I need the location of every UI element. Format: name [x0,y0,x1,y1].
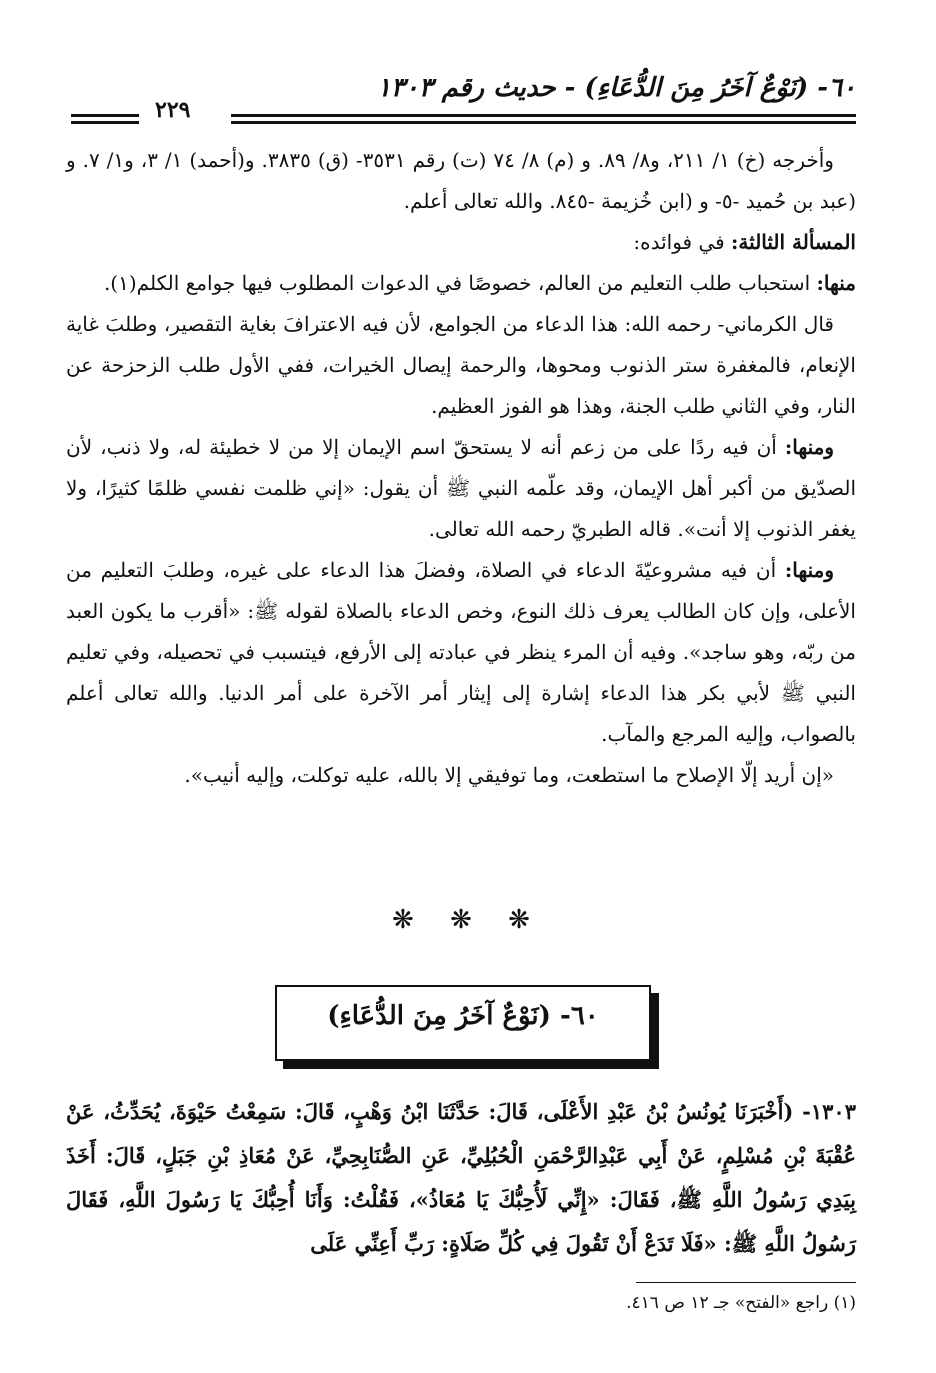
section-separator: ❋ ❋ ❋ [392,905,544,935]
header-rule-right-bottom [231,121,856,124]
section-title-box [275,985,651,1061]
paragraph-lead: المسألة الثالثة: [731,230,856,254]
section-title: ٦٠- (نَوْعٌ آخَرُ مِنَ الدُّعَاءِ) [327,1001,599,1031]
page-number: ٢٢٩ [155,97,191,123]
header-rule-right-top [231,114,856,117]
paragraph-closing-verse [66,755,856,796]
paragraph-text: «إن أريد إلّا الإصلاح ما استطعت، وما توفيقي إلا بالله، عليه توكلت، وإليه أنيب». [184,763,834,787]
paragraph-lead: ومنها: [784,435,834,459]
paragraph-lead: منها: [816,271,856,295]
running-header: ٦٠- (نَوْعٌ آخَرُ مِنَ الدُّعَاءِ) - حديث رقم ١٣٠٣ [376,73,856,103]
paragraph-text: وأخرجه (خ) ١/ ٢١١، و٨/ ٨٩. و (م) ٨/ ٧٤ (ت) رقم ٣٥٣١- (ق) ٣٨٣٥. و(أحمد) ١/ ٣، و١/ ٧. و (عبد بن حُميد -٥- و (ابن خُزيمة -٨٤٥. والله تعالى أعلم. [66,148,856,213]
paragraph-text: أن فيه ردًا على من زعم أنه لا يستحقّ اسم الإيمان إلا من لا خطيئة له، ولا ذنب، لأن الصدّيق من أكبر أهل الإيمان، وقد علّمه النبي ﷺ أن يقول: «إني ظلمت نفسي ظلمًا كثيرًا، ولا يغفر الذنوب إلا أنت». قاله الطبريّ رحمه الله تعالى. [66,435,856,541]
paragraph-third-issue [66,222,856,263]
paragraph-takhrij [66,140,856,222]
hadith-text: ١٣٠٣- (أَخْبَرَنَا يُونُسُ بْنُ عَبْدِ الأَعْلَى، قَالَ: حَدَّثَنَا ابْنُ وَهْبٍ، قَالَ: سَمِعْتُ حَيْوَةَ، يُحَدِّثُ، عَنْ عُقْبَةَ بْنِ مُسْلِمٍ، عَنْ أَبِي عَبْدِالرَّحْمَنِ الْحُبُلِيِّ، عَنِ الصُّنَابِحِيِّ، عَنْ مُعَاذِ بْنِ جَبَلٍ، قَالَ: أَخَذَ بِيَدِي رَسُولُ اللَّهِ ﷺ، فَقَالَ: «إِنِّي لَأُحِبُّكَ يَا مُعَاذُ»، فَقُلْتُ: وَأَنَا أُحِبُّكَ يَا رَسُولَ اللَّهِ، فَقَالَ رَسُولُ اللَّهِ ﷺ: «فَلَا تَدَعْ أَنْ تَقُولَ فِي كُلِّ صَلَاةٍ: رَبِّ أَعِنِّي عَلَى [66,1099,856,1256]
paragraph-text: أن فيه مشروعيّةَ الدعاء في الصلاة، وفضلَ هذا الدعاء على غيره، وطلبَ التعليم من الأعلى، وإن كان الطالب يعرف ذلك النوع، وخص الدعاء بالصلاة لقوله ﷺ: «أقرب ما يكون العبد من ربّه، وهو ساجد». وفيه أن المرء ينظر في عبادته إلى الأرفع، فيتسبب في تحصيله، وفي تعليم النبي ﷺ لأبي بكر هذا الدعاء إشارة إلى إيثار أمر الآخرة على أمر الدنيا. والله تعالى أعلم بالصواب، وإليه المرجع والمآب. [66,558,856,746]
body-text [66,140,856,796]
paragraph-karmani [66,304,856,427]
paragraph-text: استحباب طلب التعليم من العالم، خصوصًا في الدعوات المطلوب فيها جوامع الكلم(١). [103,271,817,295]
paragraph-lead: ومنها: [784,558,834,582]
paragraph-text: قال الكرماني- رحمه الله: هذا الدعاء من الجوامع، لأن فيه الاعترافَ بغاية التقصير، وطلبَ غاية الإنعام، فالمغفرة ستر الذنوب ومحوها، والرحمة إيصال الخيرات، ففي الأول طلب الزحزحة عن النار، وفي الثاني طلب الجنة، وهذا هو الفوز العظيم. [66,312,856,418]
header-rule-left-bottom [71,121,139,124]
paragraph-benefit-2 [66,427,856,550]
footnote: (١) راجع «الفتح» جـ ١٢ ص ٤١٦. [626,1293,856,1313]
hadith-text-block [66,1090,856,1266]
header-rule-left-top [71,114,139,117]
header-rule [71,112,856,126]
paragraph-benefit-3 [66,550,856,755]
paragraph-text: في فوائده: [633,230,732,254]
paragraph-benefit-1 [66,263,856,304]
footnote-rule [636,1282,856,1283]
